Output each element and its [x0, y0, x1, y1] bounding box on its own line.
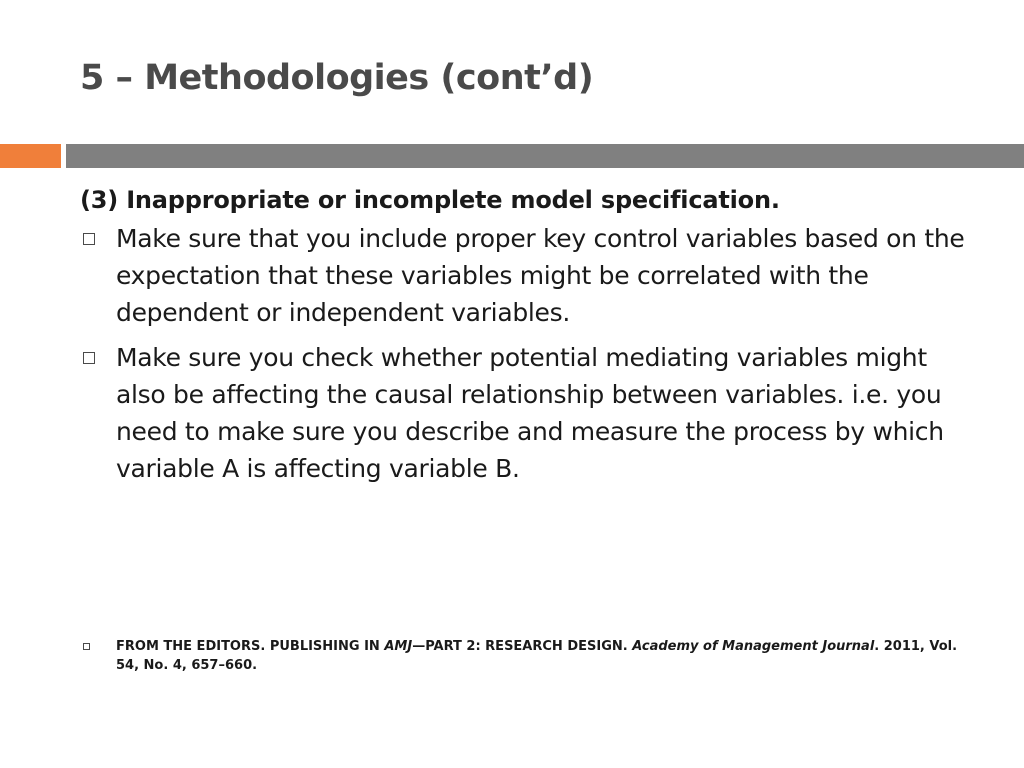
title-divider-band: [66, 144, 1024, 168]
bullet-list: [80, 220, 980, 487]
reference-journal-name: Academy of Management Journal: [632, 639, 875, 654]
reference-part: FROM THE EDITORS. PUBLISHING IN: [116, 639, 385, 654]
bullet-text: Make sure that you include proper key control variables based on the expectation that these variables might be correlated with the dependent or independent variables.: [116, 224, 965, 327]
hollow-square-bullet-icon: [83, 352, 95, 364]
slide-content: [80, 180, 980, 495]
hollow-square-bullet-icon: [83, 233, 95, 245]
reference-part: —PART 2: RESEARCH DESIGN.: [412, 639, 633, 654]
reference-part: . 2011, Vol. 54, No. 4, 657–660.: [116, 639, 958, 673]
reference-journal-abbrev: AMJ: [384, 639, 413, 654]
accent-band: [0, 144, 61, 168]
bullet-text: Make sure you check whether potential mediating variables might also be affecting the causal relationship between variables. i.e. you need to make sure you describe and measure the process by which variable A is affecting variable B.: [116, 343, 944, 483]
hollow-square-bullet-icon: [83, 643, 90, 650]
reference-citation: [80, 637, 980, 675]
slide-title: 5 – Methodologies (cont’d): [80, 58, 594, 98]
bullet-item: [80, 339, 980, 487]
section-heading: (3) Inappropriate or incomplete model specification.: [80, 186, 780, 214]
bullet-item: [80, 220, 980, 331]
